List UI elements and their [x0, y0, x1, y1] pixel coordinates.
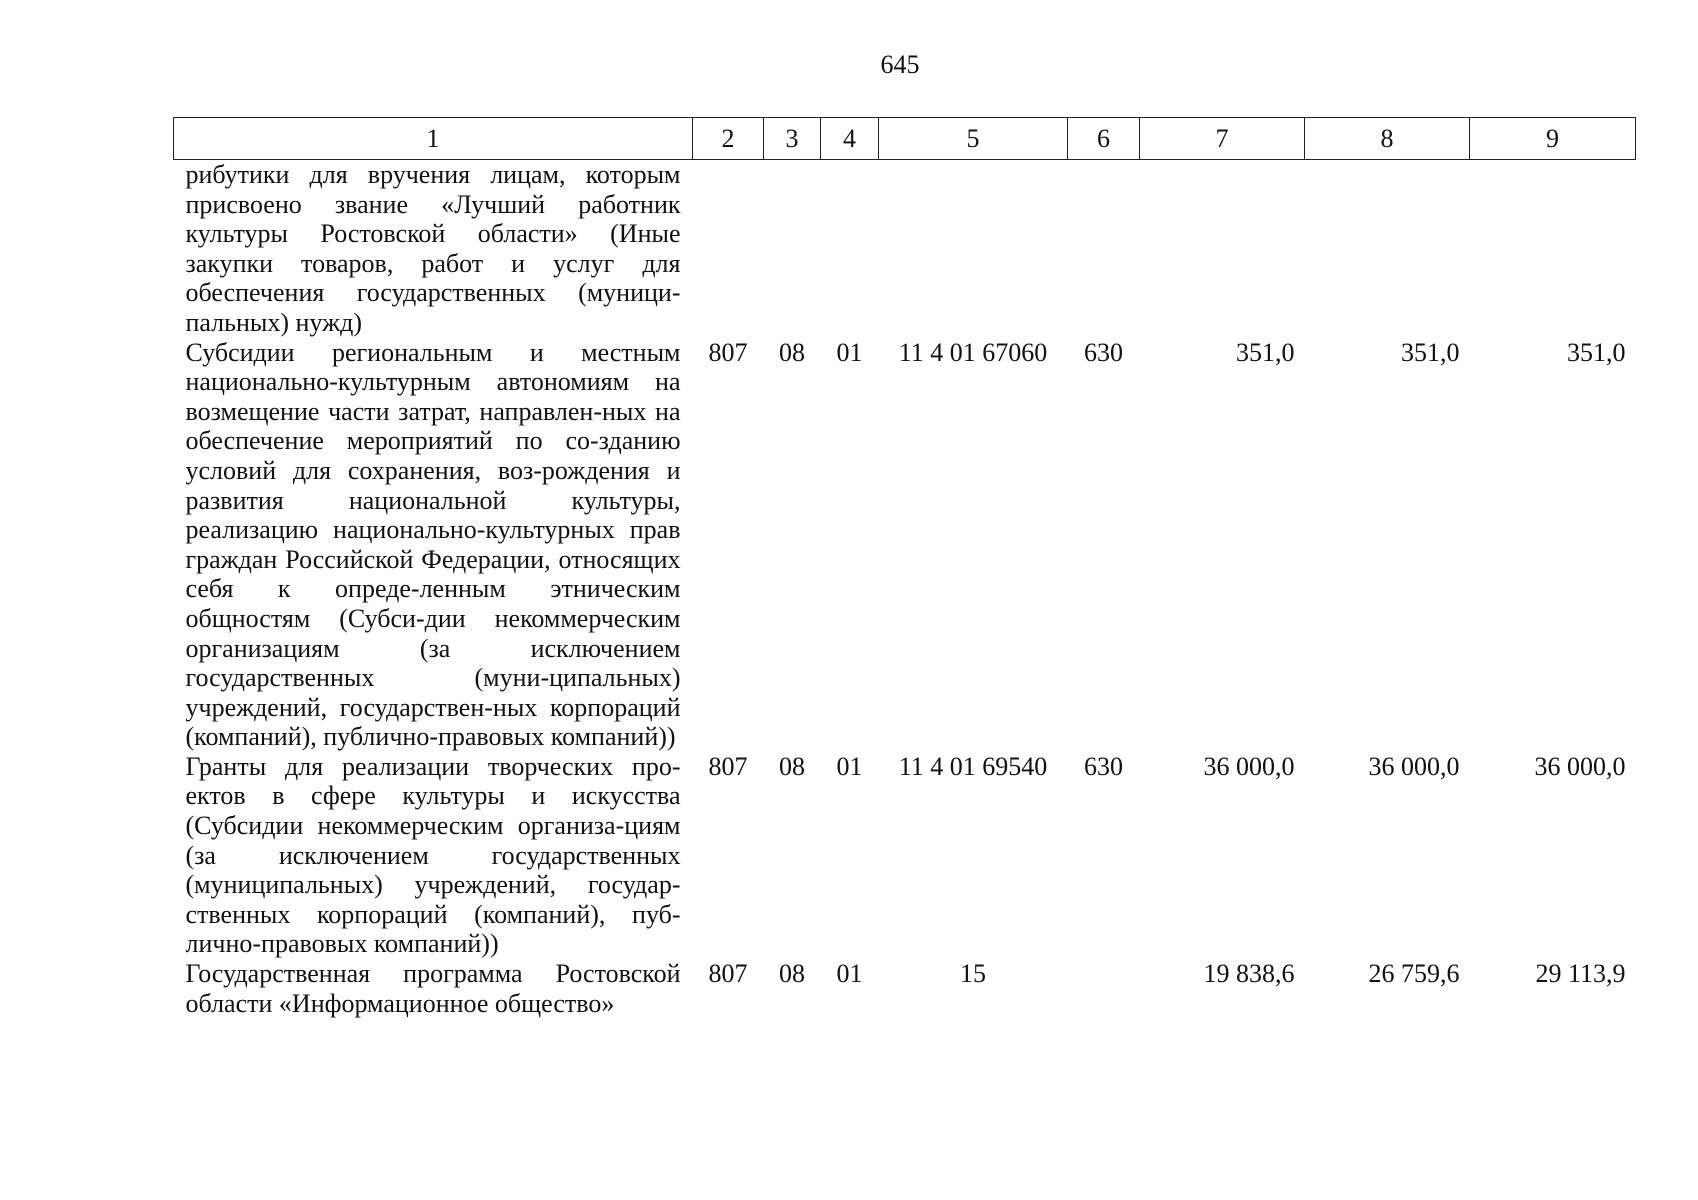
cell-col-6: [1068, 160, 1140, 338]
cell-col-8: 36 000,0: [1368, 751, 1460, 781]
cell-col-3: 08: [779, 959, 805, 989]
table-header: [174, 118, 1636, 160]
column-header-9: 9: [1470, 118, 1636, 160]
cell-col-9: 36 000,0: [1534, 751, 1626, 781]
column-header-1: 1: [174, 118, 693, 160]
cell-col-7: 36 000,0: [1203, 751, 1295, 781]
cell-col-9: 29 113,9: [1535, 959, 1626, 989]
cell-col-7: [1140, 160, 1305, 338]
table-row: [174, 752, 1636, 959]
cell-col-4: 01: [836, 959, 863, 989]
cell-col-5: 11 4 01 69540: [898, 751, 1048, 781]
cell-col-3: 08: [779, 337, 805, 367]
cell-col-2: 807: [708, 751, 748, 781]
cell-col-9: 351,0: [1567, 337, 1626, 367]
row-description: рибутики для вручения лицам, которым присвоено звание «Лучший работник культуры Ростовской области» (Иные закупки товаров, работ и услуг для обеспечения государственных (муници-пальных) нужд): [185, 160, 681, 337]
table-row: [174, 959, 1636, 1018]
budget-table: [173, 117, 1636, 1018]
cell-col-3: 08: [779, 751, 805, 781]
cell-col-5: 15: [960, 959, 986, 989]
column-header-3: 3: [764, 118, 821, 160]
cell-col-6: 630: [1084, 751, 1123, 781]
cell-col-7: 19 838,6: [1203, 959, 1295, 989]
row-description: Государственная программа Ростовской области «Информационное общество»: [185, 959, 681, 1018]
row-description: Гранты для реализации творческих про-ектов в сфере культуры и искусства (Субсидии некоммерческим организа-циям (за исключением государственных (муниципальных) учреждений, государ-ственных корпораций (компаний), пуб-лично-правовых компаний)): [185, 751, 681, 959]
cell-col-7: 351,0: [1236, 337, 1295, 367]
cell-col-8: 351,0: [1401, 337, 1460, 367]
cell-col-4: [821, 160, 879, 338]
table-body: [174, 160, 1636, 1019]
cell-col-2: [693, 160, 764, 338]
cell-col-3: [764, 160, 821, 338]
header-row: [174, 118, 1636, 160]
cell-col-4: 01: [836, 751, 863, 781]
column-header-2: 2: [693, 118, 764, 160]
column-header-8: 8: [1305, 118, 1470, 160]
cell-col-6: 630: [1084, 337, 1123, 367]
cell-col-2: 807: [708, 337, 748, 367]
cell-col-4: 01: [836, 337, 863, 367]
cell-col-8: [1305, 160, 1470, 338]
cell-col-6: [1068, 959, 1140, 1018]
row-description: Субсидии региональным и местным национально-культурным автономиям на возмещение части затрат, направлен-ных на обеспечение мероприятий по со-зданию условий для сохранения, воз-рождения и развития национальной культуры, реализацию национально-культурных прав граждан Российской Федерации, относящих себя к опреде-ленным этническим общностям (Субси-дии некоммерческим организациям (за исключением государственных (муни-ципальных) учреждений, государствен-ных корпораций (компаний), публично-правовых компаний)): [185, 337, 681, 752]
cell-col-5: [879, 160, 1068, 338]
table-row: [174, 160, 1636, 338]
cell-col-9: [1470, 160, 1636, 338]
cell-col-5: 11 4 01 67060: [898, 337, 1048, 367]
column-header-6: 6: [1068, 118, 1140, 160]
table-row: [174, 338, 1636, 752]
page-number: 645: [880, 50, 920, 79]
column-header-4: 4: [821, 118, 879, 160]
column-header-5: 5: [879, 118, 1068, 160]
column-header-7: 7: [1140, 118, 1305, 160]
cell-col-2: 807: [708, 959, 748, 989]
cell-col-8: 26 759,6: [1368, 959, 1460, 989]
